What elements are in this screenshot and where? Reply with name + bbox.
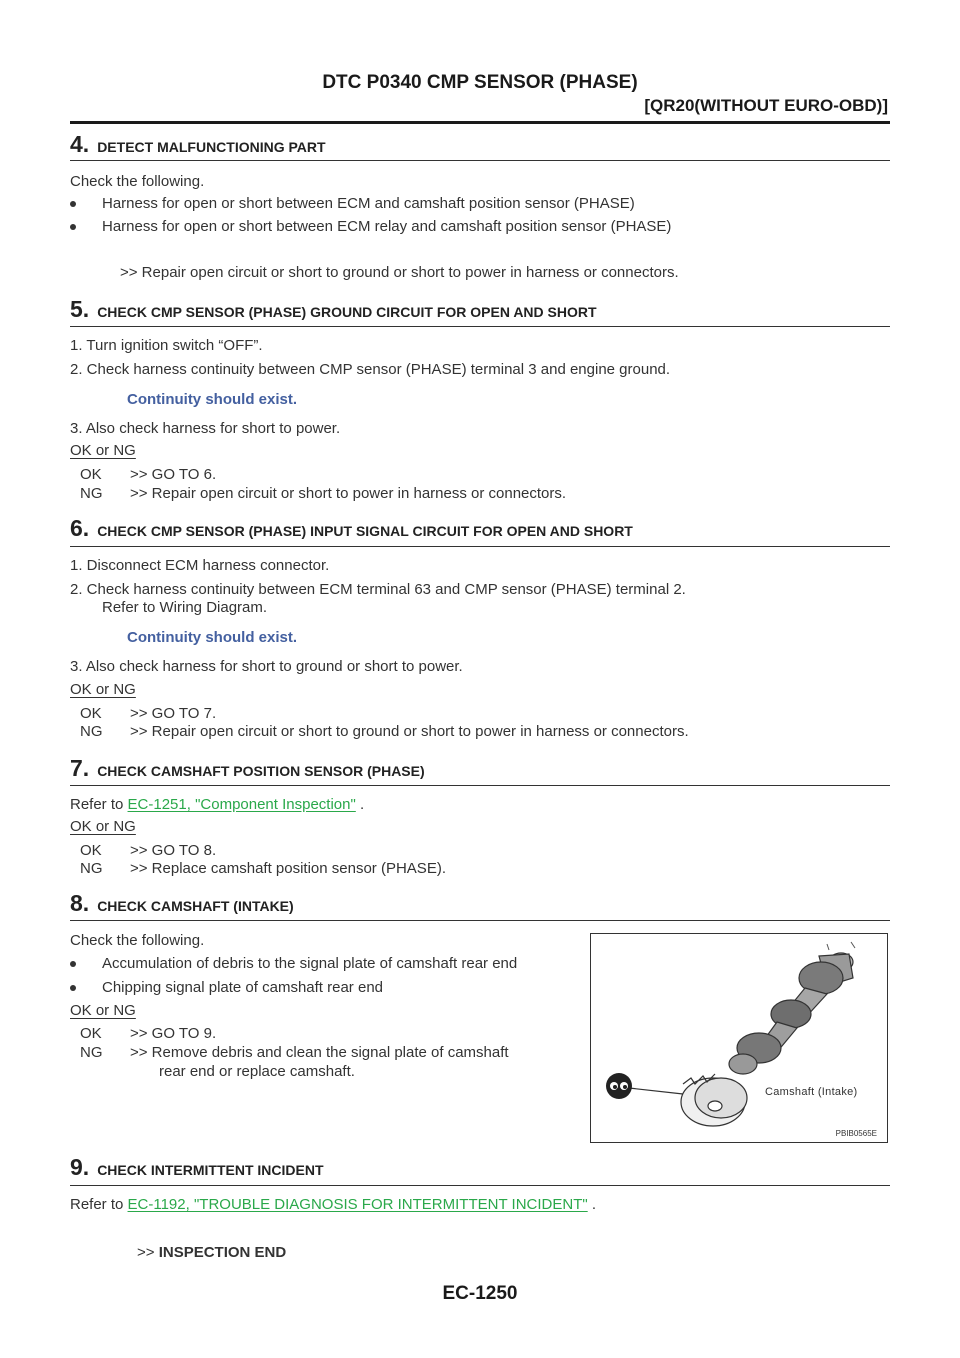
camshaft-figure xyxy=(590,933,888,1143)
figure-id: PBIB0565E xyxy=(835,1129,877,1138)
step-7-refer: Refer to EC-1251, "Component Inspection" . xyxy=(70,796,365,813)
ng-result-continued: rear end or replace camshaft. xyxy=(159,1063,355,1080)
step-title: CHECK CAMSHAFT POSITION SENSOR (PHASE) xyxy=(97,763,425,779)
step-number: 4. xyxy=(70,131,90,157)
eye-icon xyxy=(606,1073,632,1099)
step-number: 5. xyxy=(70,296,90,322)
step-rule xyxy=(70,326,890,327)
step-6-item-1: 1. Disconnect ECM harness connector. xyxy=(70,557,330,574)
ok-result: OK >> GO TO 8. xyxy=(80,842,217,859)
step-5-item-1: 1. Turn ignition switch “OFF”. xyxy=(70,337,263,354)
step-9-heading xyxy=(70,1154,890,1181)
intermittent-incident-link[interactable]: EC-1192, "TROUBLE DIAGNOSIS FOR INTERMITTENT INCIDENT" xyxy=(127,1196,588,1213)
step-number: 9. xyxy=(70,1154,90,1180)
step-6-heading xyxy=(70,515,890,542)
step-4-intro: Check the following. xyxy=(70,173,205,190)
ok-result: OK >> GO TO 9. xyxy=(80,1025,217,1042)
page-number: EC-1250 xyxy=(442,1283,518,1304)
step-title: CHECK CMP SENSOR (PHASE) GROUND CIRCUIT FOR OPEN AND SHORT xyxy=(97,304,597,320)
header-rule xyxy=(70,121,890,124)
step-rule xyxy=(70,1185,890,1186)
step-8-intro: Check the following. xyxy=(70,932,205,949)
step-6-item-2: 2. Check harness continuity between ECM terminal 63 and CMP sensor (PHASE) terminal 2. xyxy=(70,581,686,598)
bullet-icon xyxy=(70,201,76,207)
step-title: CHECK CMP SENSOR (PHASE) INPUT SIGNAL CIRCUIT FOR OPEN AND SHORT xyxy=(97,523,633,539)
ng-result: NG >> Replace camshaft position sensor (PHASE). xyxy=(80,860,446,877)
ng-result: NG >> Remove debris and clean the signal plate of camshaft xyxy=(80,1044,509,1061)
step-6-item-3: 3. Also check harness for short to ground or short to power. xyxy=(70,658,463,675)
spec-text: Continuity should exist. xyxy=(127,391,298,408)
ok-result: OK >> GO TO 7. xyxy=(80,705,217,722)
step-rule xyxy=(70,160,890,161)
step-8-heading xyxy=(70,890,890,917)
step-5-item-2: 2. Check harness continuity between CMP sensor (PHASE) terminal 3 and engine ground. xyxy=(70,361,671,378)
ok-or-ng: OK or NG xyxy=(70,442,136,459)
step-rule xyxy=(70,785,890,786)
step-6-item-2-ref: Refer to Wiring Diagram. xyxy=(102,599,268,616)
step-4-heading xyxy=(70,131,890,158)
step-title: CHECK INTERMITTENT INCIDENT xyxy=(97,1162,324,1178)
step-5-item-3: 3. Also check harness for short to power. xyxy=(70,420,341,437)
step-number: 6. xyxy=(70,515,90,541)
page-subtitle: [QR20(WITHOUT EURO-OBD)] xyxy=(644,96,888,115)
step-9-end: >> INSPECTION END xyxy=(137,1244,287,1261)
step-rule xyxy=(70,920,890,921)
ng-result: NG >> Repair open circuit or short to ground or short to power in harness or connectors. xyxy=(80,723,689,740)
spec-text: Continuity should exist. xyxy=(127,629,298,646)
step-7-heading xyxy=(70,755,890,782)
ok-or-ng: OK or NG xyxy=(70,1002,136,1019)
step-title: DETECT MALFUNCTIONING PART xyxy=(97,139,326,155)
step-number: 7. xyxy=(70,755,90,781)
step-5-heading xyxy=(70,296,890,323)
camshaft-illustration xyxy=(591,934,887,1142)
bullet-icon xyxy=(70,961,76,967)
component-inspection-link[interactable]: EC-1251, "Component Inspection" xyxy=(127,796,356,813)
ok-or-ng: OK or NG xyxy=(70,818,136,835)
figure-label: Camshaft (Intake) xyxy=(765,1086,858,1098)
page-title: DTC P0340 CMP SENSOR (PHASE) xyxy=(322,72,638,93)
ok-result: OK >> GO TO 6. xyxy=(80,466,217,483)
bullet-icon xyxy=(70,985,76,991)
ng-result: NG >> Repair open circuit or short to power in harness or connectors. xyxy=(80,485,567,502)
bullet-icon xyxy=(70,224,76,230)
step-rule xyxy=(70,546,890,547)
ok-or-ng: OK or NG xyxy=(70,681,136,698)
step-number: 8. xyxy=(70,890,90,916)
step-title: CHECK CAMSHAFT (INTAKE) xyxy=(97,898,294,914)
step-4-result: >> Repair open circuit or short to ground or short to power in harness or connectors. xyxy=(120,264,679,281)
step-9-refer: Refer to EC-1192, "TROUBLE DIAGNOSIS FOR INTERMITTENT INCIDENT" . xyxy=(70,1196,597,1213)
